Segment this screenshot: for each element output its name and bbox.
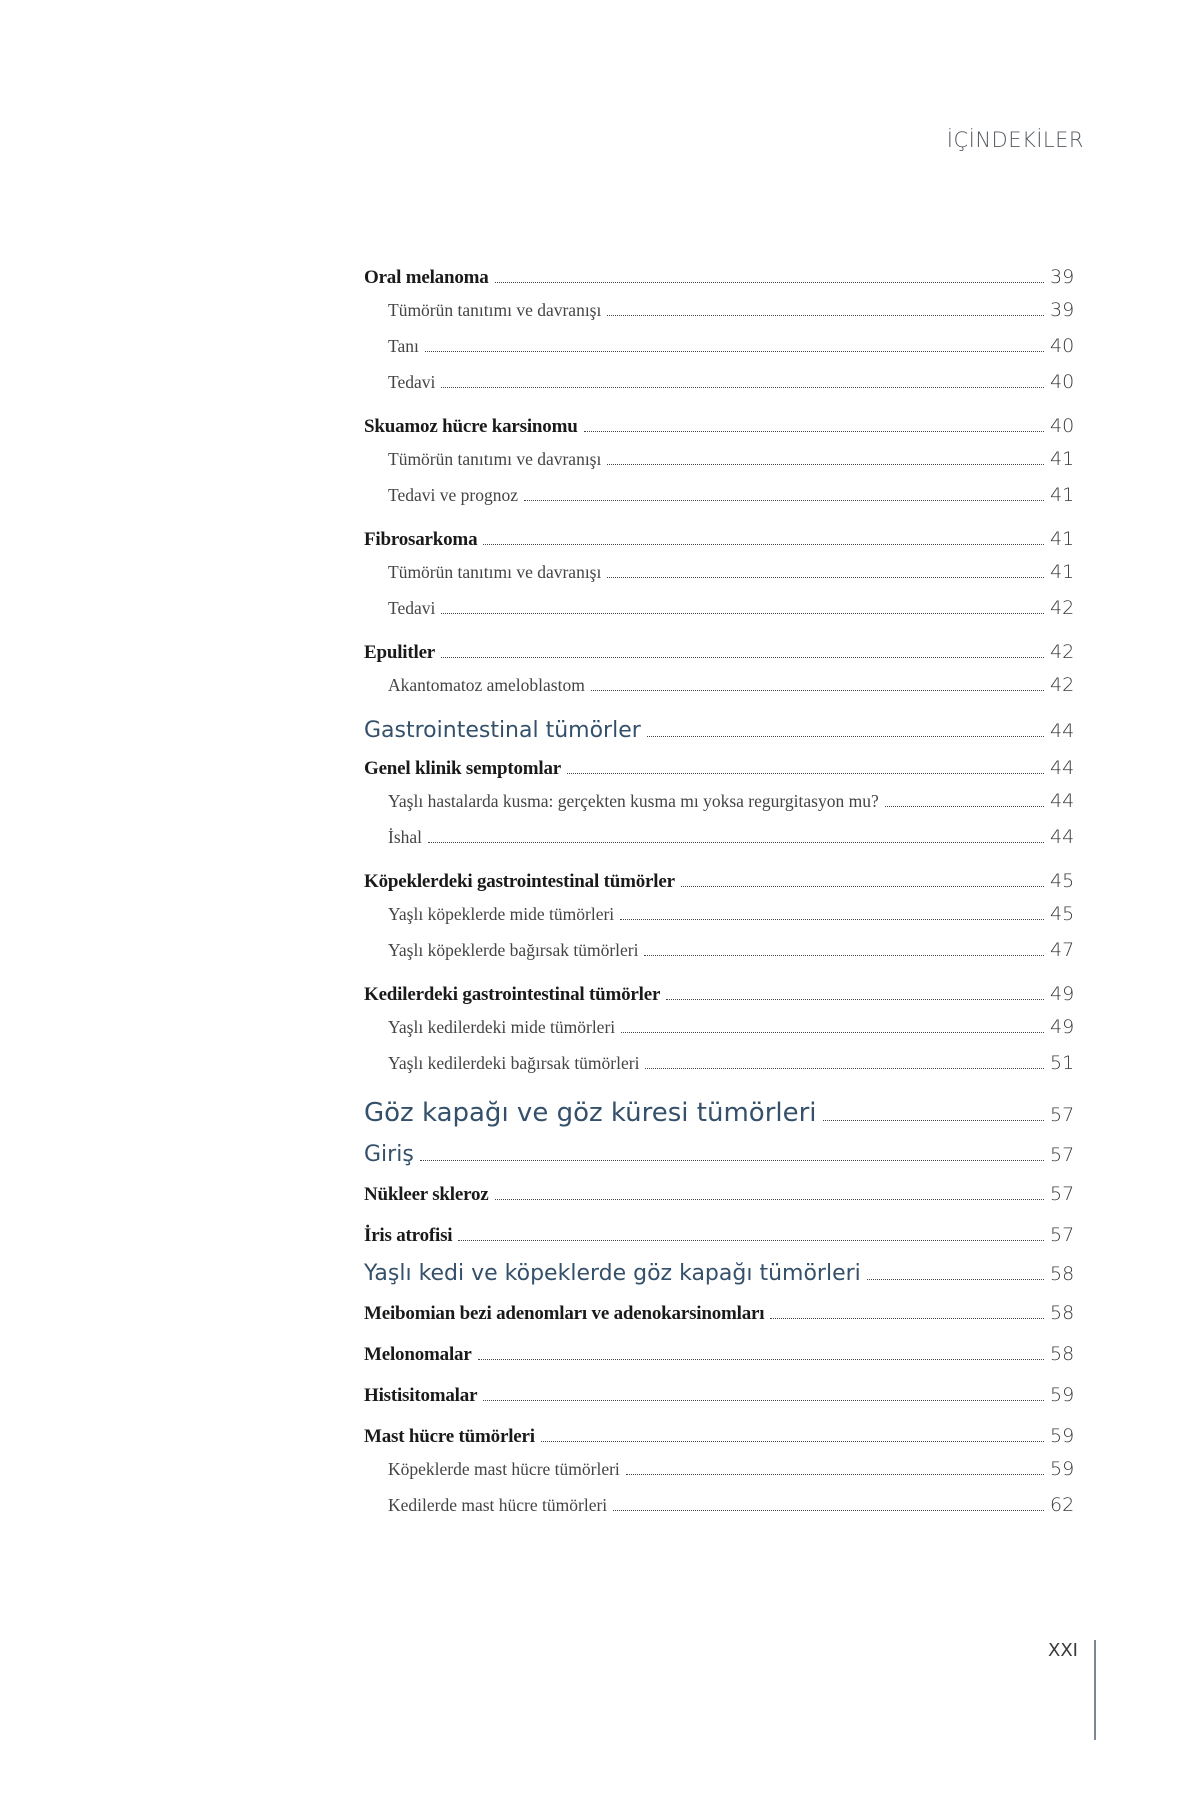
page-number: XXI bbox=[1048, 1640, 1078, 1661]
table-of-contents bbox=[364, 266, 1074, 1516]
toc-entry: Epulitler 42 bbox=[364, 641, 1075, 663]
toc-entry: Köpeklerde mast hücre tümörleri 59 bbox=[388, 1458, 1075, 1480]
toc-entry: Melonomalar 58 bbox=[364, 1343, 1075, 1365]
toc-entry: Tedavi ve prognoz 41 bbox=[388, 484, 1075, 506]
toc-entry: Yaşlı köpeklerde mide tümörleri 45 bbox=[388, 903, 1075, 925]
margin-rule bbox=[1094, 1640, 1096, 1740]
toc-entry: Akantomatoz ameloblastom 42 bbox=[388, 674, 1075, 696]
toc-entry: Yaşlı kedilerdeki mide tümörleri 49 bbox=[388, 1016, 1075, 1038]
toc-section-heading: Gastrointestinal tümörler 44 bbox=[364, 718, 1075, 743]
toc-section-heading: Göz kapağı ve göz küresi tümörleri 57 bbox=[364, 1098, 1075, 1128]
toc-entry: Tümörün tanıtımı ve davranışı 39 bbox=[388, 299, 1075, 321]
toc-entry: Nükleer skleroz 57 bbox=[364, 1183, 1075, 1205]
toc-entry: İshal 44 bbox=[388, 826, 1075, 848]
toc-entry: Oral melanoma 39 bbox=[364, 266, 1075, 288]
toc-entry: Tümörün tanıtımı ve davranışı 41 bbox=[388, 561, 1075, 583]
toc-section-heading: Yaşlı kedi ve köpeklerde göz kapağı tümörleri 58 bbox=[364, 1261, 1075, 1286]
toc-entry: Genel klinik semptomlar 44 bbox=[364, 757, 1075, 779]
toc-entry: Tedavi 42 bbox=[388, 597, 1075, 619]
toc-entry: Skuamoz hücre karsinomu 40 bbox=[364, 415, 1075, 437]
toc-entry: Fibrosarkoma 41 bbox=[364, 528, 1075, 550]
toc-entry: Tümörün tanıtımı ve davranışı 41 bbox=[388, 448, 1075, 470]
toc-entry: İris atrofisi 57 bbox=[364, 1224, 1075, 1246]
toc-section-heading: Giriş 57 bbox=[364, 1142, 1075, 1167]
toc-entry: Tedavi 40 bbox=[388, 371, 1075, 393]
toc-entry: Meibomian bezi adenomları ve adenokarsinomları 58 bbox=[364, 1302, 1075, 1324]
toc-entry: Mast hücre tümörleri 59 bbox=[364, 1425, 1075, 1447]
toc-entry: Kedilerde mast hücre tümörleri 62 bbox=[388, 1494, 1075, 1516]
toc-entry: Yaşlı kedilerdeki bağırsak tümörleri 51 bbox=[388, 1052, 1075, 1074]
toc-entry: Köpeklerdeki gastrointestinal tümörler 45 bbox=[364, 870, 1075, 892]
running-header: İÇİNDEKİLER bbox=[946, 128, 1084, 152]
toc-entry: Yaşlı hastalarda kusma: gerçekten kusma mı yoksa regurgitasyon mu? 44 bbox=[388, 790, 1075, 812]
toc-entry: Histisitomalar 59 bbox=[364, 1384, 1075, 1406]
toc-entry: Kedilerdeki gastrointestinal tümörler 49 bbox=[364, 983, 1075, 1005]
toc-entry: Tanı 40 bbox=[388, 335, 1075, 357]
toc-entry: Yaşlı köpeklerde bağırsak tümörleri 47 bbox=[388, 939, 1075, 961]
